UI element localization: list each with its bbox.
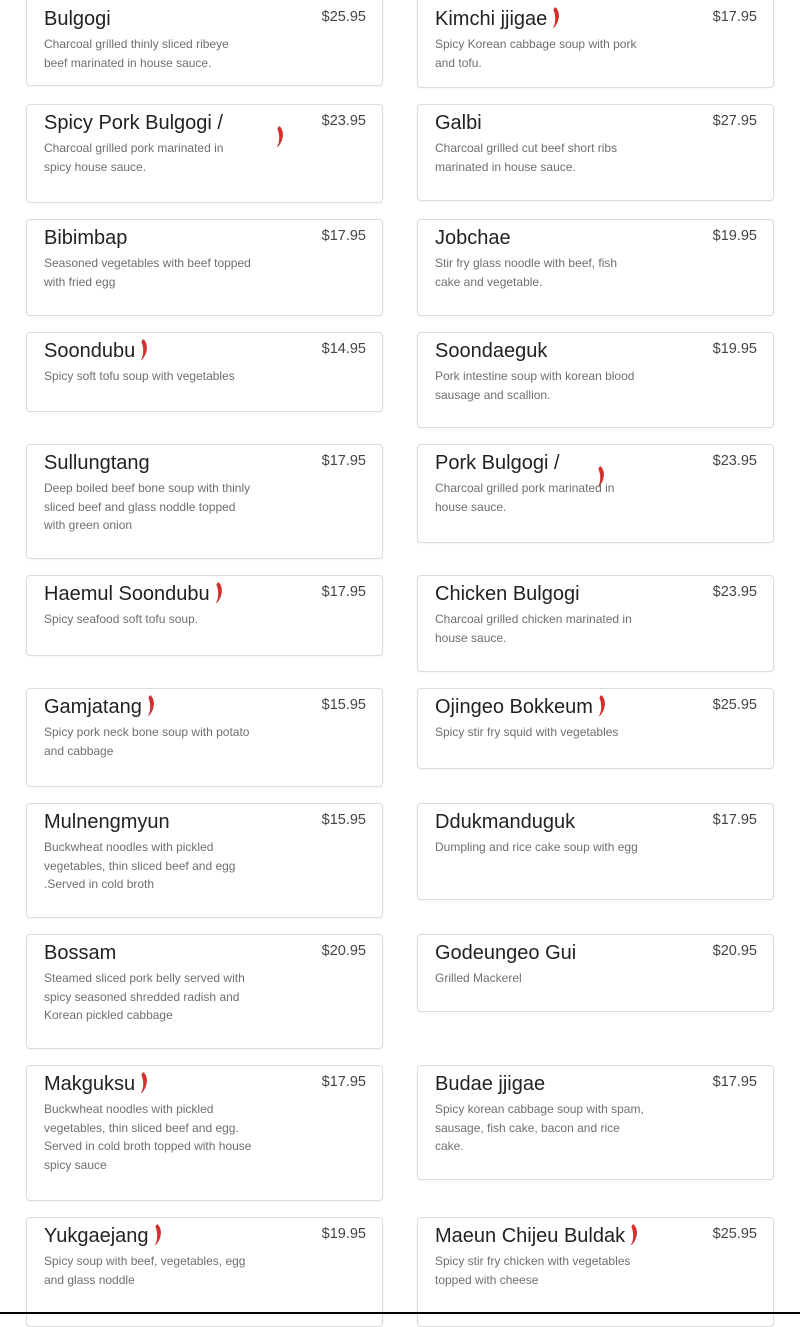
menu-item-description: Spicy soup with beef, vegetables, egg and glass noddle bbox=[44, 1254, 246, 1287]
menu-item-name-text: Soondaeguk bbox=[435, 340, 548, 362]
menu-item-name bbox=[44, 1222, 163, 1250]
menu-item-name bbox=[435, 580, 580, 608]
chili-pepper-icon bbox=[139, 1071, 149, 1095]
menu-item-name-text: Bossam bbox=[44, 942, 117, 964]
menu-item-name-text: Sullungtang bbox=[44, 452, 150, 474]
menu-item-price: $20.95 bbox=[321, 943, 366, 959]
menu-item-card[interactable] bbox=[26, 803, 383, 918]
menu-item-price: $15.95 bbox=[321, 697, 366, 713]
menu-item-description: Spicy soft tofu soup with vegetables bbox=[44, 369, 235, 383]
menu-item-card[interactable] bbox=[26, 1217, 383, 1327]
menu-item-description: Spicy seafood soft tofu soup. bbox=[44, 612, 199, 626]
menu-item-name-text: Mulnengmyun bbox=[44, 811, 170, 833]
menu-item-card[interactable] bbox=[417, 575, 774, 672]
menu-item-price: $17.95 bbox=[321, 1074, 366, 1090]
menu-item-name bbox=[44, 693, 156, 721]
menu-item-name-text: Yukgaejang bbox=[44, 1225, 149, 1247]
menu-item-price: $17.95 bbox=[712, 812, 757, 828]
menu-item-price: $17.95 bbox=[712, 9, 757, 25]
chili-pepper-icon bbox=[153, 1223, 163, 1247]
menu-item-card[interactable] bbox=[417, 104, 774, 201]
menu-item-name bbox=[435, 939, 576, 967]
menu-item-name bbox=[435, 449, 560, 477]
menu-item-name bbox=[435, 1070, 545, 1098]
menu-item-card[interactable] bbox=[417, 803, 774, 900]
menu-item-name bbox=[44, 939, 116, 967]
menu-item-description: Charcoal grilled pork marinated in house sauce. bbox=[435, 481, 615, 514]
chili-pepper-icon bbox=[146, 694, 156, 718]
menu-item-name bbox=[44, 337, 149, 365]
menu-item-name-text: Kimchi jjigae bbox=[435, 8, 548, 30]
menu-item-description: Deep boiled beef bone soup with thinly sliced beef and glass noddle topped with green onion bbox=[44, 481, 251, 532]
menu-item-price: $17.95 bbox=[321, 584, 366, 600]
menu-item-price: $19.95 bbox=[712, 341, 757, 357]
menu-item-name-text: Bulgogi bbox=[44, 8, 111, 30]
menu-item-description: Buckwheat noodles with pickled vegetables, thin sliced beef and egg. Served in cold broth topped with house spicy sauce bbox=[44, 1102, 252, 1172]
menu-item-description: Spicy Korean cabbage soup with pork and tofu. bbox=[435, 37, 637, 70]
menu-item-price: $25.95 bbox=[712, 1226, 757, 1242]
menu-item-card[interactable] bbox=[26, 934, 383, 1049]
menu-item-name bbox=[44, 109, 223, 137]
menu-item-description: Seasoned vegetables with beef topped with fried egg bbox=[44, 256, 251, 289]
menu-item-name-text: Pork Bulgogi / bbox=[435, 452, 560, 474]
menu-item-name-text: Spicy Pork Bulgogi / bbox=[44, 112, 223, 134]
menu-item-description: Pork intestine soup with korean blood sausage and scallion. bbox=[435, 369, 635, 402]
menu-item-card[interactable] bbox=[26, 688, 383, 787]
menu-item-description: Spicy stir fry chicken with vegetables topped with cheese bbox=[435, 1254, 631, 1287]
menu-item-card[interactable] bbox=[26, 575, 383, 656]
menu-item-price: $17.95 bbox=[321, 453, 366, 469]
menu-item-description: Stir fry glass noodle with beef, fish cake and vegetable. bbox=[435, 256, 618, 289]
menu-item-name-text: Godeungeo Gui bbox=[435, 942, 577, 964]
menu-item-card[interactable] bbox=[26, 219, 383, 316]
menu-item-card[interactable] bbox=[417, 934, 774, 1012]
menu-item-card[interactable] bbox=[417, 0, 774, 88]
menu-item-price: $25.95 bbox=[712, 697, 757, 713]
menu-item-price: $20.95 bbox=[712, 943, 757, 959]
menu-item-card[interactable] bbox=[417, 1217, 774, 1327]
menu-item-price: $17.95 bbox=[712, 1074, 757, 1090]
menu-item-name-text: Ddukmanduguk bbox=[435, 811, 576, 833]
menu-item-description: Charcoal grilled thinly sliced ribeye beef marinated in house sauce. bbox=[44, 37, 229, 70]
menu-item-name-text: Bibimbap bbox=[44, 227, 128, 249]
menu-item-name-text: Gamjatang bbox=[44, 696, 142, 718]
menu-item-name-text: Jobchae bbox=[435, 227, 511, 249]
menu-item-name bbox=[44, 224, 127, 252]
menu-item-description: Grilled Mackerel bbox=[435, 971, 522, 985]
menu-item-name bbox=[435, 109, 482, 137]
menu-item-price: $19.95 bbox=[321, 1226, 366, 1242]
menu-item-price: $14.95 bbox=[321, 341, 366, 357]
menu-item-name bbox=[435, 224, 511, 252]
menu-item-description: Buckwheat noodles with pickled vegetables, thin sliced beef and egg .Served in cold broth bbox=[44, 840, 236, 891]
menu-item-name-text: Soondubu bbox=[44, 340, 136, 362]
menu-item-name-text: Makguksu bbox=[44, 1073, 136, 1095]
menu-item-card[interactable] bbox=[417, 1065, 774, 1180]
menu-item-price: $23.95 bbox=[712, 584, 757, 600]
chili-pepper-icon bbox=[629, 1223, 639, 1247]
menu-item-name bbox=[44, 1070, 149, 1098]
menu-item-name bbox=[435, 808, 575, 836]
menu-item-price: $25.95 bbox=[321, 9, 366, 25]
menu-item-name-text: Galbi bbox=[435, 112, 482, 134]
menu-item-description: Dumpling and rice cake soup with egg bbox=[435, 840, 638, 854]
menu-item-description: Spicy stir fry squid with vegetables bbox=[435, 725, 619, 739]
menu-item-description: Charcoal grilled pork marinated in spicy house sauce. bbox=[44, 141, 224, 174]
menu-item-description: Spicy korean cabbage soup with spam, sausage, fish cake, bacon and rice cake. bbox=[435, 1102, 644, 1153]
menu-item-name-text: Chicken Bulgogi bbox=[435, 583, 580, 605]
menu-item-price: $15.95 bbox=[321, 812, 366, 828]
menu-item-name bbox=[44, 580, 224, 608]
menu-item-description: Steamed sliced pork belly served with spicy seasoned shredded radish and Korean pickled cabbage bbox=[44, 971, 245, 1022]
chili-pepper-icon bbox=[139, 338, 149, 362]
chili-pepper-icon bbox=[551, 6, 561, 30]
menu-item-price: $27.95 bbox=[712, 113, 757, 129]
menu-item-card[interactable] bbox=[26, 332, 383, 412]
chili-pepper-icon bbox=[275, 125, 285, 149]
menu-item-name-text: Haemul Soondubu bbox=[44, 583, 210, 605]
menu-item-card[interactable] bbox=[26, 104, 383, 203]
menu-item-price: $17.95 bbox=[321, 228, 366, 244]
menu-item-card[interactable] bbox=[26, 0, 383, 86]
menu-item-card[interactable] bbox=[417, 688, 774, 769]
menu-item-card[interactable] bbox=[417, 332, 774, 428]
chili-pepper-icon bbox=[597, 694, 607, 718]
menu-item-name bbox=[44, 449, 150, 477]
menu-item-price: $23.95 bbox=[712, 453, 757, 469]
menu-item-name bbox=[44, 5, 111, 33]
menu-item-name-text: Ojingeo Bokkeum bbox=[435, 696, 593, 718]
menu-item-description: Charcoal grilled chicken marinated in house sauce. bbox=[435, 612, 632, 645]
menu-item-description: Charcoal grilled cut beef short ribs marinated in house sauce. bbox=[435, 141, 618, 174]
menu-item-name-text: Maeun Chijeu Buldak bbox=[435, 1225, 626, 1247]
menu-item-name bbox=[435, 1222, 639, 1250]
menu-item-card[interactable] bbox=[417, 219, 774, 316]
menu-item-card[interactable] bbox=[26, 1065, 383, 1201]
menu-item-card[interactable] bbox=[417, 444, 774, 543]
menu-item-description: Spicy pork neck bone soup with potato and cabbage bbox=[44, 725, 250, 758]
menu-item-name-text: Budae jjigae bbox=[435, 1073, 546, 1095]
chili-pepper-icon bbox=[214, 581, 224, 605]
menu-item-name bbox=[435, 693, 607, 721]
menu-item-price: $23.95 bbox=[321, 113, 366, 129]
menu-item-card[interactable] bbox=[26, 444, 383, 559]
menu-item-name bbox=[44, 808, 170, 836]
menu-item-price: $19.95 bbox=[712, 228, 757, 244]
menu-item-name bbox=[435, 5, 561, 33]
menu-item-name bbox=[435, 337, 547, 365]
